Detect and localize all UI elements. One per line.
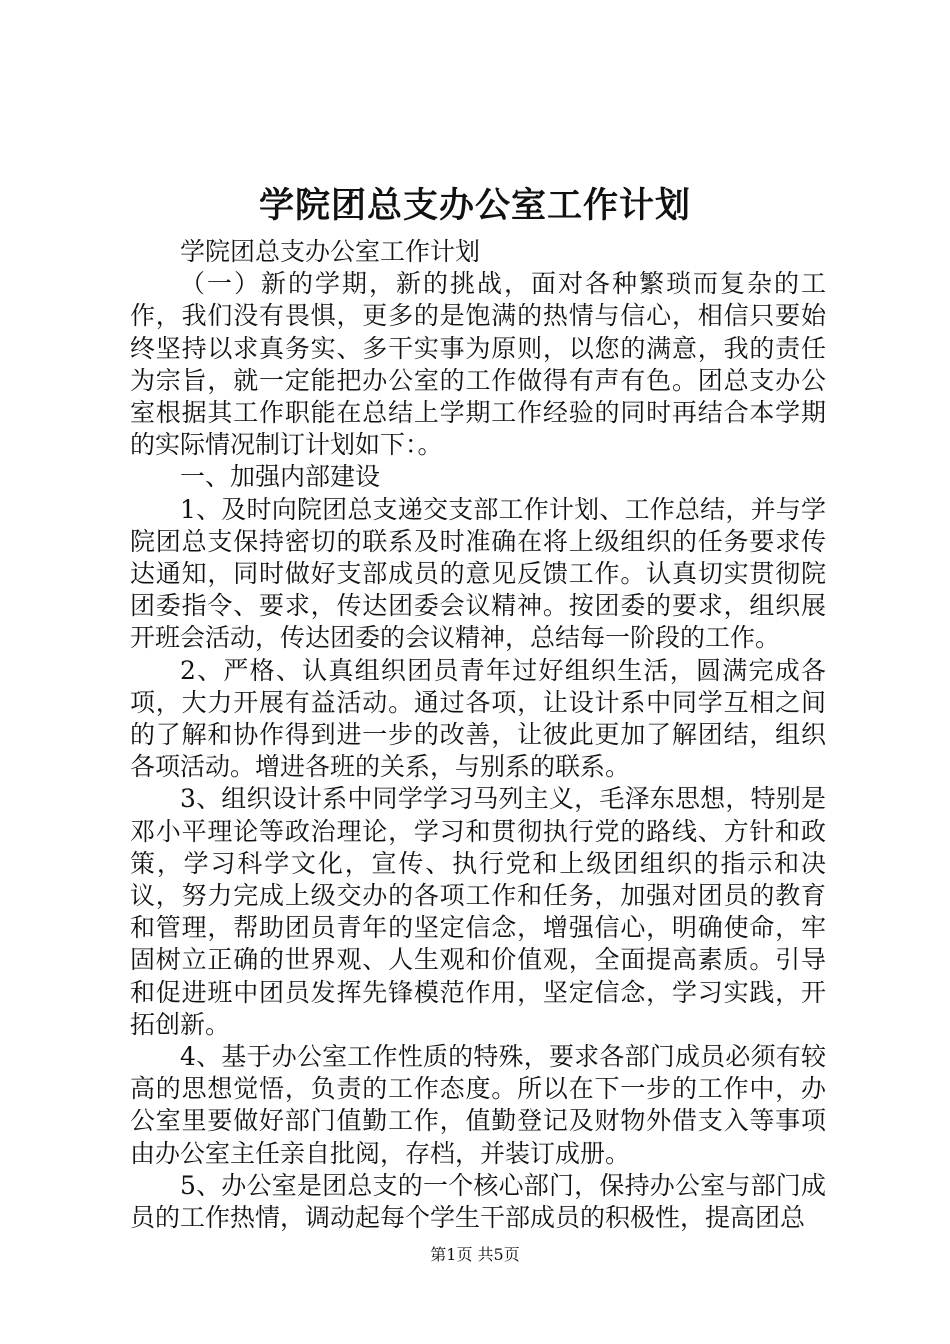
- section-heading: 一、加强内部建设: [180, 462, 381, 492]
- paragraph-item-2: 2、严格、认真组织团员青年过好组织生活，圆满完成各项，大力开展有益活动。通过各项，让设计系中同学互相之间的了解和协作得到进一步的改善，让彼此更加了解团结，组织各项活动。增进各班的关系，与别系的联系。: [130, 655, 826, 782]
- paragraph-intro: （一）新的学期，新的挑战，面对各种繁琐而复杂的工作，我们没有畏惧，更多的是饱满的热情与信心，相信只要始终坚持以求真务实、多干实事为原则，以您的满意，我的责任为宗旨，就一定能把办公室的工作做得有声有色。团总支办公室根据其工作职能在总结上学期工作经验的同时再结合本学期的实际情况制订计划如下：。: [130, 269, 826, 460]
- paragraph-item-3: 3、组织设计系中同学学习马列主义，毛泽东思想，特别是邓小平理论等政治理论，学习和贯彻执行党的路线、方针和政策，学习科学文化，宣传、执行党和上级团组织的指示和决议，努力完成上级交办的各项工作和任务，加强对团员的教育和管理，帮助团员青年的坚定信念，增强信心，明确使命，牢固树立正确的世界观、人生观和价值观，全面提高素质。引导和促进班中团员发挥先锋模范作用，坚定信念，学习实践，开拓创新。: [130, 784, 826, 1039]
- paragraph-item-4: 4、基于办公室工作性质的特殊，要求各部门成员必须有较高的思想觉悟，负责的工作态度。所以在下一步的工作中，办公室里要做好部门值勤工作，值勤登记及财物外借支入等事项由办公室主任亲自批阅，存档，并装订成册。: [130, 1042, 826, 1168]
- paragraph-heading-repeat: 学院团总支办公室工作计划: [180, 237, 481, 266]
- paragraph-item-5: 5、办公室是团总支的一个核心部门，保持办公室与部门成员的工作热情，调动起每个学生干部成员的积极性，提高团总: [130, 1170, 826, 1233]
- paragraph-item-1: 1、及时向院团总支递交支部工作计划、工作总结，并与学院团总支保持密切的联系及时准确在将上级组织的任务要求传达通知，同时做好支部成员的意见反馈工作。认真切实贯彻院团委指令、要求，传达团委会议精神。按团委的要求，组织展开班会活动，传达团委的会议精神，总结每一阶段的工作。: [130, 494, 826, 653]
- document-title: 学院团总支办公室工作计划: [258, 185, 691, 226]
- page-number-footer: 第1页 共5页: [430, 1245, 520, 1264]
- document-body: [130, 236, 826, 1234]
